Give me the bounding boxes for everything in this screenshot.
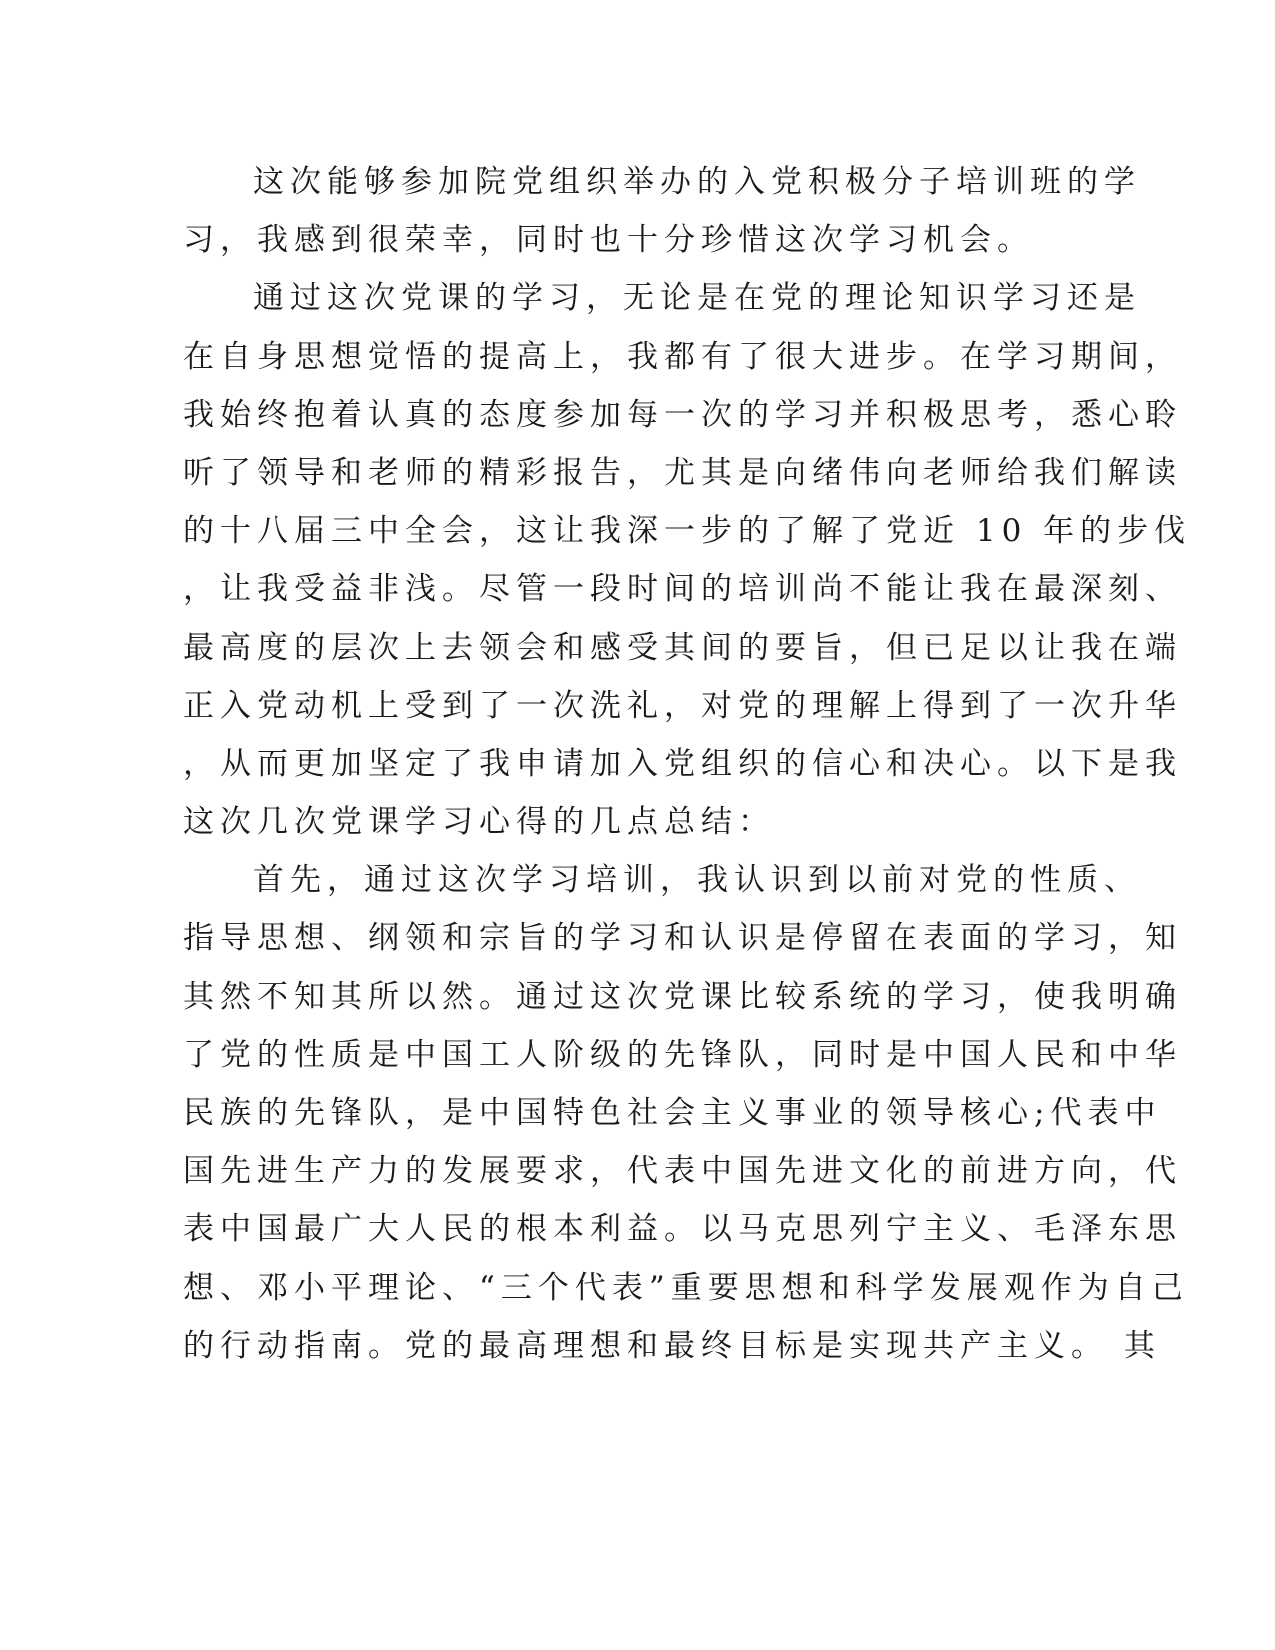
text-line: 民族的先锋队，是中国特色社会主义事业的领导核心;代表中	[183, 1095, 1162, 1131]
text-line: 指导思想、纲领和宗旨的学习和认识是停留在表面的学习，知	[183, 920, 1182, 957]
text-line: 首先，通过这次学习培训，我认识到以前对党的性质、	[253, 862, 1141, 899]
body-text	[183, 153, 1192, 1375]
text-line: 的十八届三中全会，这让我深一步的了解了党近 10 年的步伐	[183, 513, 1192, 550]
text-line: ，让我受益非浅。尽管一段时间的培训尚不能让我在最深刻、	[183, 571, 1182, 608]
text-line: 最高度的层次上去领会和感受其间的要旨，但已足以让我在端	[183, 629, 1182, 666]
text-line: 其然不知其所以然。通过这次党课比较系统的学习，使我明确	[183, 978, 1182, 1015]
text-line: 通过这次党课的学习，无论是在党的理论知识学习还是	[253, 280, 1141, 317]
text-line: 想、邓小平理论、“三个代表”重要思想和科学发展观作为自己	[183, 1269, 1189, 1306]
text-line: 习，我感到很荣幸，同时也十分珍惜这次学习机会。	[183, 222, 1034, 259]
text-line: 国先进生产力的发展要求，代表中国先进文化的前进方向，代	[183, 1153, 1182, 1190]
text-line: 表中国最广大人民的根本利益。以马克思列宁主义、毛泽东思	[183, 1211, 1182, 1248]
text-line: 我始终抱着认真的态度参加每一次的学习并积极思考，悉心聆	[183, 396, 1182, 433]
text-line: 正入党动机上受到了一次洗礼，对党的理解上得到了一次升华	[183, 687, 1182, 724]
text-line: 这次几次党课学习心得的几点总结：	[183, 804, 775, 841]
text-line: 了党的性质是中国工人阶级的先锋队，同时是中国人民和中华	[183, 1036, 1182, 1073]
text-line: 听了领导和老师的精彩报告，尤其是向绪伟向老师给我们解读	[183, 454, 1182, 491]
text-line: ，从而更加坚定了我申请加入党组织的信心和决心。以下是我	[183, 745, 1182, 782]
text-line: 的行动指南。党的最高理想和最终目标是实现共产主义。 其	[183, 1327, 1161, 1364]
text-line: 这次能够参加院党组织举办的入党积极分子培训班的学	[253, 164, 1141, 200]
text-line: 在自身思想觉悟的提高上，我都有了很大进步。在学习期间，	[183, 338, 1182, 375]
